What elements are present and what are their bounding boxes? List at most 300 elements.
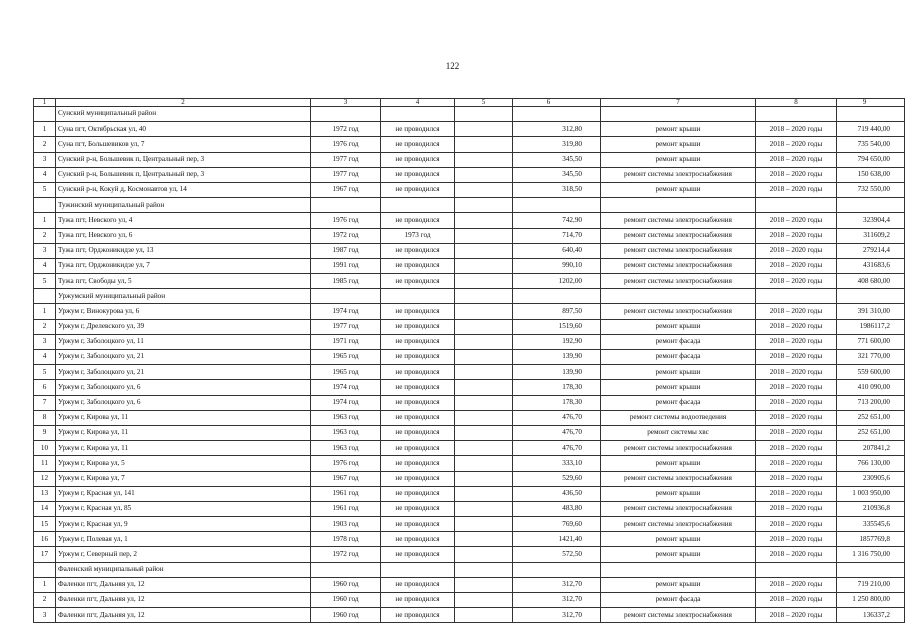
address: Уржум г, Заболоцкого ул, 21 — [56, 365, 311, 380]
cost: 559 600,00 — [837, 365, 905, 380]
area: 312,70 — [513, 577, 601, 592]
period: 2018 – 2020 годы — [756, 532, 837, 547]
period: 2018 – 2020 годы — [756, 456, 837, 471]
period: 2018 – 2020 годы — [756, 182, 837, 197]
cost: 1 003 950,00 — [837, 486, 905, 501]
area: 1202,00 — [513, 274, 601, 289]
empty-cell — [455, 471, 513, 486]
area: 476,70 — [513, 425, 601, 440]
empty-cell — [455, 486, 513, 501]
empty-cell — [455, 532, 513, 547]
empty-cell — [455, 258, 513, 273]
period: 2018 – 2020 годы — [756, 228, 837, 243]
row-number: 12 — [34, 471, 56, 486]
last-repair-year: не проводился — [381, 350, 455, 365]
address: Уржум г, Заболоцкого ул, 6 — [56, 395, 311, 410]
district-name: Уржумский муниципальный район — [56, 289, 311, 304]
period: 2018 – 2020 годы — [756, 380, 837, 395]
empty-cell — [513, 289, 601, 304]
cost: 279214,4 — [837, 243, 905, 258]
address: Тужа пгт, Невского ул, 6 — [56, 228, 311, 243]
table-row — [34, 532, 905, 547]
last-repair-year: не проводился — [381, 334, 455, 349]
cost: 1 316 750,00 — [837, 547, 905, 562]
last-repair-year: не проводился — [381, 517, 455, 532]
row-number: 3 — [34, 334, 56, 349]
work-type: ремонт крыши — [601, 122, 756, 137]
area: 769,60 — [513, 517, 601, 532]
column-number-cell: 6 — [513, 99, 601, 107]
table-row — [34, 425, 905, 440]
page-number: 122 — [445, 61, 460, 71]
area: 192,90 — [513, 334, 601, 349]
empty-cell — [455, 562, 513, 577]
empty-cell — [455, 198, 513, 213]
work-type: ремонт системы электроснабжения — [601, 608, 756, 623]
empty-cell — [381, 289, 455, 304]
last-repair-year: не проводился — [381, 137, 455, 152]
period: 2018 – 2020 годы — [756, 122, 837, 137]
empty-cell — [311, 198, 381, 213]
period: 2018 – 2020 годы — [756, 137, 837, 152]
build-year: 1991 год — [311, 258, 381, 273]
work-type: ремонт системы водоотведения — [601, 410, 756, 425]
area: 990,10 — [513, 258, 601, 273]
row-number: 2 — [34, 593, 56, 608]
area: 436,50 — [513, 486, 601, 501]
district-row — [34, 107, 905, 122]
period: 2018 – 2020 годы — [756, 274, 837, 289]
empty-cell — [311, 562, 381, 577]
cost: 252 651,00 — [837, 410, 905, 425]
empty-cell — [455, 334, 513, 349]
last-repair-year: не проводился — [381, 456, 455, 471]
empty-cell — [455, 304, 513, 319]
row-number: 7 — [34, 395, 56, 410]
repair-program-table — [33, 98, 905, 623]
build-year: 1976 год — [311, 137, 381, 152]
last-repair-year: не проводился — [381, 319, 455, 334]
row-number: 3 — [34, 608, 56, 623]
row-number: 1 — [34, 304, 56, 319]
column-number-cell: 9 — [837, 99, 905, 107]
table-row — [34, 152, 905, 167]
row-number: 4 — [34, 258, 56, 273]
area: 139,90 — [513, 365, 601, 380]
empty-cell — [601, 562, 756, 577]
row-number: 8 — [34, 410, 56, 425]
row-number: 9 — [34, 425, 56, 440]
row-number: 2 — [34, 319, 56, 334]
row-number: 10 — [34, 441, 56, 456]
build-year: 1963 год — [311, 441, 381, 456]
cost: 150 638,00 — [837, 167, 905, 182]
work-type: ремонт системы электроснабжения — [601, 441, 756, 456]
period: 2018 – 2020 годы — [756, 213, 837, 228]
empty-cell — [455, 213, 513, 228]
build-year: 1976 год — [311, 456, 381, 471]
table-row — [34, 456, 905, 471]
build-year: 1967 год — [311, 471, 381, 486]
build-year: 1974 год — [311, 304, 381, 319]
work-type: ремонт крыши — [601, 380, 756, 395]
district-name: Сунский муниципальный район — [56, 107, 311, 122]
row-number: 5 — [34, 274, 56, 289]
work-type: ремонт системы электроснабжения — [601, 274, 756, 289]
address: Сунский р-н, Большевик п, Центральный пер, 3 — [56, 152, 311, 167]
last-repair-year: не проводился — [381, 608, 455, 623]
work-type: ремонт крыши — [601, 152, 756, 167]
work-type: ремонт системы электроснабжения — [601, 517, 756, 532]
empty-cell — [311, 289, 381, 304]
period: 2018 – 2020 годы — [756, 319, 837, 334]
column-number-row — [34, 99, 905, 107]
last-repair-year: не проводился — [381, 425, 455, 440]
table-row — [34, 167, 905, 182]
last-repair-year: не проводился — [381, 395, 455, 410]
row-number: 1 — [34, 122, 56, 137]
table-row — [34, 517, 905, 532]
last-repair-year: не проводился — [381, 547, 455, 562]
empty-cell — [455, 395, 513, 410]
empty-cell — [455, 182, 513, 197]
column-number-cell: 7 — [601, 99, 756, 107]
area: 319,80 — [513, 137, 601, 152]
empty-cell — [455, 593, 513, 608]
area: 572,50 — [513, 547, 601, 562]
area: 312,70 — [513, 608, 601, 623]
table-row — [34, 486, 905, 501]
work-type: ремонт системы электроснабжения — [601, 304, 756, 319]
work-type: ремонт крыши — [601, 456, 756, 471]
empty-cell — [381, 562, 455, 577]
build-year: 1977 год — [311, 152, 381, 167]
empty-cell — [455, 350, 513, 365]
row-number: 13 — [34, 486, 56, 501]
area: 178,30 — [513, 380, 601, 395]
row-number: 1 — [34, 213, 56, 228]
empty-cell — [837, 198, 905, 213]
area: 476,70 — [513, 410, 601, 425]
address: Уржум г, Северный пер, 2 — [56, 547, 311, 562]
address: Уржум г, Красная ул, 141 — [56, 486, 311, 501]
cost: 766 130,00 — [837, 456, 905, 471]
address: Суна пгт, Большевиков ул, 7 — [56, 137, 311, 152]
district-name: Тужинский муниципальный район — [56, 198, 311, 213]
work-type: ремонт системы электроснабжения — [601, 501, 756, 516]
empty-cell — [601, 198, 756, 213]
empty-cell — [756, 198, 837, 213]
work-type: ремонт системы электроснабжения — [601, 243, 756, 258]
area: 178,30 — [513, 395, 601, 410]
address: Тужа пгт, Невского ул, 4 — [56, 213, 311, 228]
work-type: ремонт системы электроснабжения — [601, 258, 756, 273]
area: 714,70 — [513, 228, 601, 243]
work-type: ремонт фасада — [601, 593, 756, 608]
empty-cell — [455, 137, 513, 152]
build-year: 1963 год — [311, 425, 381, 440]
district-row — [34, 289, 905, 304]
empty-cell — [513, 198, 601, 213]
period: 2018 – 2020 годы — [756, 350, 837, 365]
address: Тужа пгт, Свободы ул, 5 — [56, 274, 311, 289]
row-number: 3 — [34, 243, 56, 258]
address: Фаленки пгт, Дальняя ул, 12 — [56, 593, 311, 608]
build-year: 1974 год — [311, 380, 381, 395]
period: 2018 – 2020 годы — [756, 593, 837, 608]
work-type: ремонт крыши — [601, 319, 756, 334]
build-year: 1978 год — [311, 532, 381, 547]
last-repair-year: не проводился — [381, 304, 455, 319]
table-row — [34, 350, 905, 365]
empty-cell — [381, 198, 455, 213]
work-type: ремонт системы электроснабжения — [601, 471, 756, 486]
last-repair-year: 1973 год — [381, 228, 455, 243]
build-year: 1961 год — [311, 486, 381, 501]
table-row — [34, 365, 905, 380]
address: Тужа пгт, Орджоникидзе ул, 13 — [56, 243, 311, 258]
row-number: 17 — [34, 547, 56, 562]
build-year: 1972 год — [311, 228, 381, 243]
cost: 408 680,00 — [837, 274, 905, 289]
last-repair-year: не проводился — [381, 152, 455, 167]
area: 312,70 — [513, 593, 601, 608]
area: 318,50 — [513, 182, 601, 197]
row-number: 16 — [34, 532, 56, 547]
empty-cell — [455, 167, 513, 182]
period: 2018 – 2020 годы — [756, 425, 837, 440]
work-type: ремонт крыши — [601, 137, 756, 152]
last-repair-year: не проводился — [381, 486, 455, 501]
work-type: ремонт системы хвс — [601, 425, 756, 440]
empty-cell — [455, 152, 513, 167]
row-number: 6 — [34, 380, 56, 395]
period: 2018 – 2020 годы — [756, 486, 837, 501]
cost: 207841,2 — [837, 441, 905, 456]
row-number: 5 — [34, 182, 56, 197]
work-type: ремонт крыши — [601, 577, 756, 592]
table-row — [34, 274, 905, 289]
table-row — [34, 441, 905, 456]
area: 529,60 — [513, 471, 601, 486]
cost: 252 651,00 — [837, 425, 905, 440]
period: 2018 – 2020 годы — [756, 441, 837, 456]
table-row — [34, 501, 905, 516]
cost: 1 250 800,00 — [837, 593, 905, 608]
period: 2018 – 2020 годы — [756, 395, 837, 410]
table-row — [34, 319, 905, 334]
last-repair-year: не проводился — [381, 593, 455, 608]
empty-cell — [455, 107, 513, 122]
cost: 136337,2 — [837, 608, 905, 623]
address: Сунский р-н, Кокуй д, Космонавтов ул, 14 — [56, 182, 311, 197]
last-repair-year: не проводился — [381, 501, 455, 516]
empty-cell — [455, 456, 513, 471]
empty-cell — [756, 562, 837, 577]
row-number: 4 — [34, 350, 56, 365]
area: 345,50 — [513, 167, 601, 182]
row-number: 4 — [34, 167, 56, 182]
row-number: 5 — [34, 365, 56, 380]
empty-cell — [455, 547, 513, 562]
build-year: 1903 год — [311, 517, 381, 532]
last-repair-year: не проводился — [381, 471, 455, 486]
empty-cell — [455, 365, 513, 380]
cost: 719 210,00 — [837, 577, 905, 592]
period: 2018 – 2020 годы — [756, 577, 837, 592]
table-row — [34, 334, 905, 349]
address: Уржум г, Дрелевского ул, 39 — [56, 319, 311, 334]
work-type: ремонт системы электроснабжения — [601, 213, 756, 228]
period: 2018 – 2020 годы — [756, 517, 837, 532]
work-type: ремонт фасада — [601, 395, 756, 410]
work-type: ремонт системы электроснабжения — [601, 228, 756, 243]
column-number-cell: 4 — [381, 99, 455, 107]
cost: 713 200,00 — [837, 395, 905, 410]
column-number-cell: 5 — [455, 99, 513, 107]
table-row — [34, 137, 905, 152]
column-number-cell: 2 — [56, 99, 311, 107]
build-year: 1960 год — [311, 577, 381, 592]
area: 333,10 — [513, 456, 601, 471]
table-row — [34, 243, 905, 258]
empty-cell — [837, 107, 905, 122]
table-row — [34, 122, 905, 137]
period: 2018 – 2020 годы — [756, 608, 837, 623]
period: 2018 – 2020 годы — [756, 501, 837, 516]
address: Уржум г, Заболоцкого ул, 11 — [56, 334, 311, 349]
district-name: Фаленский муниципальный район — [56, 562, 311, 577]
last-repair-year: не проводился — [381, 577, 455, 592]
last-repair-year: не проводился — [381, 441, 455, 456]
area: 897,50 — [513, 304, 601, 319]
build-year: 1972 год — [311, 547, 381, 562]
build-year: 1974 год — [311, 395, 381, 410]
address: Тужа пгт, Орджоникидзе ул, 7 — [56, 258, 311, 273]
address: Сунский р-н, Большевик п, Центральный пер, 3 — [56, 167, 311, 182]
cost: 210936,8 — [837, 501, 905, 516]
cost: 431683,6 — [837, 258, 905, 273]
empty-cell — [513, 562, 601, 577]
build-year: 1977 год — [311, 319, 381, 334]
address: Уржум г, Кирова ул, 5 — [56, 456, 311, 471]
cost: 735 540,00 — [837, 137, 905, 152]
address: Уржум г, Красная ул, 85 — [56, 501, 311, 516]
area: 476,70 — [513, 441, 601, 456]
address: Уржум г, Полевая ул, 1 — [56, 532, 311, 547]
empty-cell — [601, 289, 756, 304]
work-type: ремонт крыши — [601, 547, 756, 562]
row-number: 1 — [34, 577, 56, 592]
empty-cell — [34, 289, 56, 304]
empty-cell — [756, 107, 837, 122]
area: 139,90 — [513, 350, 601, 365]
address: Уржум г, Заболоцкого ул, 21 — [56, 350, 311, 365]
table-row — [34, 547, 905, 562]
empty-cell — [455, 441, 513, 456]
cost: 321 770,00 — [837, 350, 905, 365]
empty-cell — [455, 608, 513, 623]
last-repair-year: не проводился — [381, 182, 455, 197]
row-number: 3 — [34, 152, 56, 167]
empty-cell — [837, 562, 905, 577]
work-type: ремонт крыши — [601, 532, 756, 547]
area: 1421,40 — [513, 532, 601, 547]
last-repair-year: не проводился — [381, 274, 455, 289]
empty-cell — [311, 107, 381, 122]
table-row — [34, 608, 905, 623]
empty-cell — [34, 107, 56, 122]
empty-cell — [601, 107, 756, 122]
cost: 719 440,00 — [837, 122, 905, 137]
build-year: 1977 год — [311, 167, 381, 182]
cost: 1986117,2 — [837, 319, 905, 334]
period: 2018 – 2020 годы — [756, 258, 837, 273]
address: Уржум г, Кирова ул, 11 — [56, 441, 311, 456]
empty-cell — [455, 243, 513, 258]
empty-cell — [381, 107, 455, 122]
period: 2018 – 2020 годы — [756, 334, 837, 349]
address: Уржум г, Заболоцкого ул, 6 — [56, 380, 311, 395]
empty-cell — [455, 410, 513, 425]
build-year: 1987 год — [311, 243, 381, 258]
table-row — [34, 410, 905, 425]
work-type: ремонт системы электроснабжения — [601, 167, 756, 182]
work-type: ремонт фасада — [601, 350, 756, 365]
cost: 410 090,00 — [837, 380, 905, 395]
address: Уржум г, Кирова ул, 11 — [56, 425, 311, 440]
work-type: ремонт крыши — [601, 365, 756, 380]
empty-cell — [837, 289, 905, 304]
build-year: 1961 год — [311, 501, 381, 516]
address: Уржум г, Кирова ул, 11 — [56, 410, 311, 425]
build-year: 1976 год — [311, 213, 381, 228]
empty-cell — [455, 380, 513, 395]
empty-cell — [756, 289, 837, 304]
district-row — [34, 198, 905, 213]
empty-cell — [513, 107, 601, 122]
table-row — [34, 228, 905, 243]
build-year: 1972 год — [311, 122, 381, 137]
empty-cell — [455, 289, 513, 304]
last-repair-year: не проводился — [381, 532, 455, 547]
cost: 230905,6 — [837, 471, 905, 486]
build-year: 1965 год — [311, 365, 381, 380]
table-row — [34, 380, 905, 395]
period: 2018 – 2020 годы — [756, 365, 837, 380]
address: Уржум г, Кирова ул, 7 — [56, 471, 311, 486]
cost: 732 550,00 — [837, 182, 905, 197]
row-number: 2 — [34, 228, 56, 243]
area: 483,80 — [513, 501, 601, 516]
cost: 311609,2 — [837, 228, 905, 243]
empty-cell — [455, 319, 513, 334]
last-repair-year: не проводился — [381, 258, 455, 273]
empty-cell — [455, 274, 513, 289]
table-row — [34, 182, 905, 197]
last-repair-year: не проводился — [381, 213, 455, 228]
empty-cell — [455, 577, 513, 592]
column-number-cell: 3 — [311, 99, 381, 107]
area: 742,90 — [513, 213, 601, 228]
empty-cell — [34, 198, 56, 213]
work-type: ремонт крыши — [601, 486, 756, 501]
column-number-cell: 1 — [34, 99, 56, 107]
district-row — [34, 562, 905, 577]
table-row — [34, 593, 905, 608]
column-number-cell: 8 — [756, 99, 837, 107]
address: Фаленки пгт, Дальняя ул, 12 — [56, 608, 311, 623]
